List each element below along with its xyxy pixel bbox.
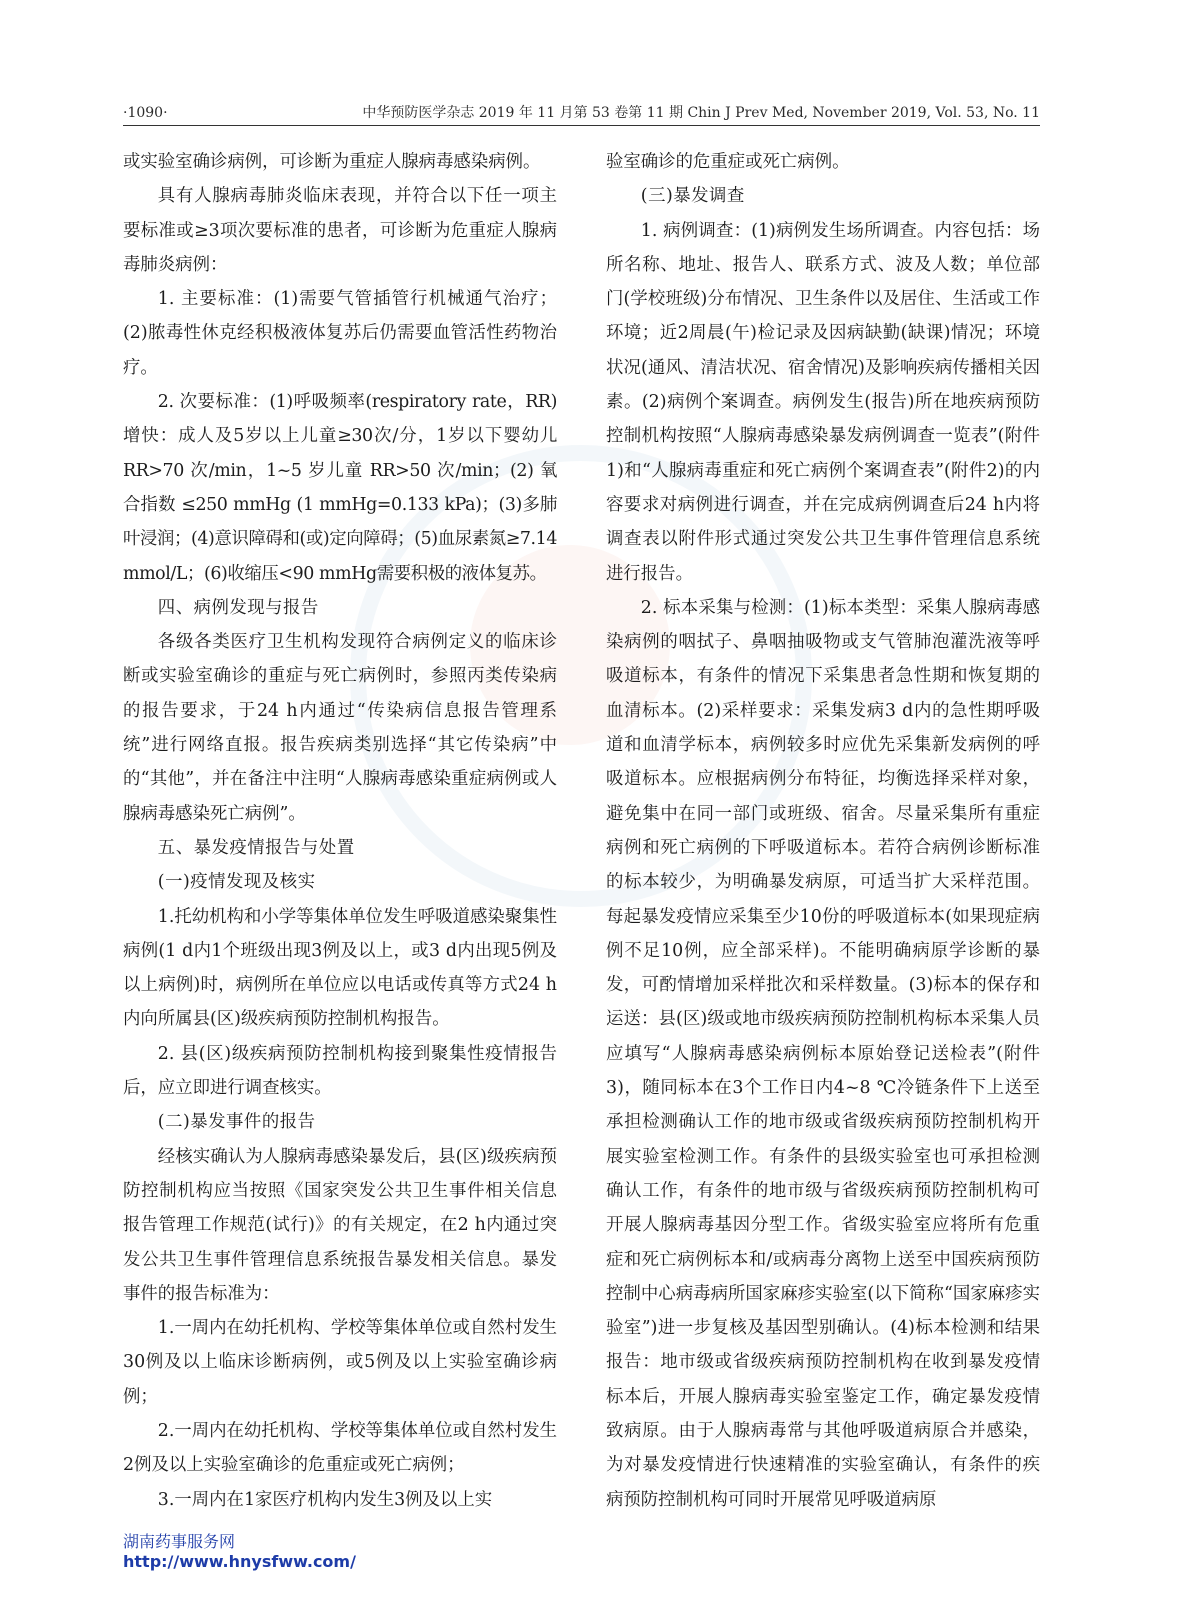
paragraph: 或实验室确诊病例，可诊断为重症人腺病毒感染病例。 xyxy=(123,152,541,172)
site-url-link[interactable]: http://www.hnysfww.com/ xyxy=(123,1552,356,1571)
paragraph: 2. 标本采集与检测：(1)标本类型：采集人腺病毒感染病例的咽拭子、鼻咽抽吸物或支气管肺泡灌洗液等呼吸道标本，有条件的情况下采集患者急性期和恢复期的血清标本。(2)采样要求：采集发病3 d内的急性期呼吸道和血清学标本，病例较多时应优先采集新发病例的呼吸道标本。应根据病例分布特征，均衡选择采样对象，避免集中在同一部门或班级、宿舍。尽量采集所有重症病例和死亡病例的下呼吸道标本。若符合病例诊断标准的标本较少，为明确暴发病原，可适当扩大采样范围。每起暴发疫情应采集至少10份的呼吸道标本(如果现症病例不足10例，应全部采样)。不能明确病原学诊断的暴发，可酌情增加采样批次和采样数量。(3)标本的保存和运送：县(区)级或地市级疾病预防控制机构标本采集人员应填写“人腺病毒感染病例标本原始登记送检表”(附件3)，随同标本在3个工作日内4~8 ℃冷链条件下上送至承担检测确认工作的地市级或省级疾病预防控制机构开展实验室检测工作。有条件的县级实验室也可承担检测确认工作，有条件的地市级与省级疾病预防控制机构可开展人腺病毒基因分型工作。省级实验室应将所有危重症和死亡病例标本和/或病毒分离物上送至中国疾病预防控制中心病毒病所国家麻疹实验室(以下简称“国家麻疹实验室”)进一步复核及基因型别确认。(4)标本检测和结果报告：地市级或省级疾病预防控制机构在收到暴发疫情标本后，开展人腺病毒实验室鉴定工作，确定暴发疫情致病原。由于人腺病毒常与其他呼吸道病原合并感染，为对暴发疫情进行快速精准的实验室确认，有条件的疾病预防控制机构可同时开展常见呼吸道病原 xyxy=(606,597,1040,1510)
subsection-heading: (三)暴发调查 xyxy=(640,186,745,207)
paragraph: 2. 次要标准：(1)呼吸频率(respiratory rate，RR)增快：成人及5岁以上儿童≥30次/分，1岁以下婴幼儿 RR>70 次/min，1~5 岁儿童 RR>50 次/min；(2) 氧合指数 ≤250 mmHg (1 mmHg=0.133 kPa)；(3)多肺叶浸润；(4)意识障碍和(或)定向障碍；(5)血尿素氮≥7.14 mmol/L；(6)收缩压<90 mmHg需要积极的液体复苏。 xyxy=(123,392,557,584)
paragraph: 各级各类医疗卫生机构发现符合病例定义的临床诊断或实验室确诊的重症与死亡病例时，参照丙类传染病的报告要求，于24 h内通过“传染病信息报告管理系统”进行网络直报。报告疾病类别选择“其它传染病”中的“其他”，并在备注中注明“人腺病毒感染重症病例或人腺病毒感染死亡病例”。 xyxy=(123,632,557,824)
paragraph: 经核实确认为人腺病毒感染暴发后，县(区)级疾病预防控制机构应当按照《国家突发公共卫生事件相关信息报告管理工作规范(试行)》的有关规定，在2 h内通过突发公共卫生事件管理信息系统报告暴发相关信息。暴发事件的报告标准为： xyxy=(123,1146,557,1304)
footer-watermark xyxy=(123,1532,356,1572)
paragraph: 1.托幼机构和小学等集体单位发生呼吸道感染聚集性病例(1 d内1个班级出现3例及以上，或3 d内出现5例及以上病例)时，病例所在单位应以电话或传真等方式24 h内向所属县(区)级疾病预防控制机构报告。 xyxy=(123,906,557,1030)
paragraph: 2.一周内在幼托机构、学校等集体单位或自然村发生2例及以上实验室确诊的危重症或死亡病例； xyxy=(123,1420,557,1476)
paragraph: 1. 病例调查：(1)病例发生场所调查。内容包括：场所名称、地址、报告人、联系方式、波及人数；单位部门(学校班级)分布情况、卫生条件以及居住、生活或工作环境；近2周晨(午)检记录及因病缺勤(缺课)情况；环境状况(通风、清洁状况、宿舍情况)及影响疾病传播相关因素。(2)病例个案调查。病例发生(报告)所在地疾病预防控制机构按照“人腺病毒感染暴发病例调查一览表”(附件1)和“人腺病毒重症和死亡病例个案调查表”(附件2)的内容要求对病例进行调查，并在完成病例调查后24 h内将调查表以附件形式通过突发公共卫生事件管理信息系统进行报告。 xyxy=(606,220,1040,584)
left-column xyxy=(123,145,557,1517)
paragraph: 2. 县(区)级疾病预防控制机构接到聚集性疫情报告后，应立即进行调查核实。 xyxy=(123,1043,557,1099)
right-column xyxy=(606,145,1040,1517)
header-rule xyxy=(123,125,1040,126)
paragraph: 1. 主要标准：(1)需要气管插管行机械通气治疗；(2)脓毒性休克经积极液体复苏后仍需要血管活性药物治疗。 xyxy=(123,289,557,378)
paragraph: 1.一周内在幼托机构、学校等集体单位或自然村发生30例及以上临床诊断病例，或5例及以上实验室确诊病例； xyxy=(123,1318,557,1407)
page-header xyxy=(123,103,1040,123)
subsection-heading: (二)暴发事件的报告 xyxy=(157,1112,316,1133)
page-number: ·1090· xyxy=(123,105,168,121)
paragraph: 3.一周内在1家医疗机构内发生3例及以上实 xyxy=(157,1489,493,1510)
paragraph: 具有人腺病毒肺炎临床表现，并符合以下任一项主要标准或≥3项次要标准的患者，可诊断为危重症人腺病毒肺炎病例： xyxy=(123,186,557,275)
section-heading: 四、病例发现与报告 xyxy=(157,597,319,618)
section-heading: 五、暴发疫情报告与处置 xyxy=(157,837,355,858)
paragraph: 验室确诊的危重症或死亡病例。 xyxy=(606,152,850,172)
journal-citation: 中华预防医学杂志 2019 年 11 月第 53 卷第 11 期 Chin J Prev Med, November 2019, Vol. 53, No. 11 xyxy=(362,105,1040,121)
subsection-heading: (一)疫情发现及核实 xyxy=(157,872,316,893)
site-name: 湖南药事服务网 xyxy=(123,1532,236,1551)
